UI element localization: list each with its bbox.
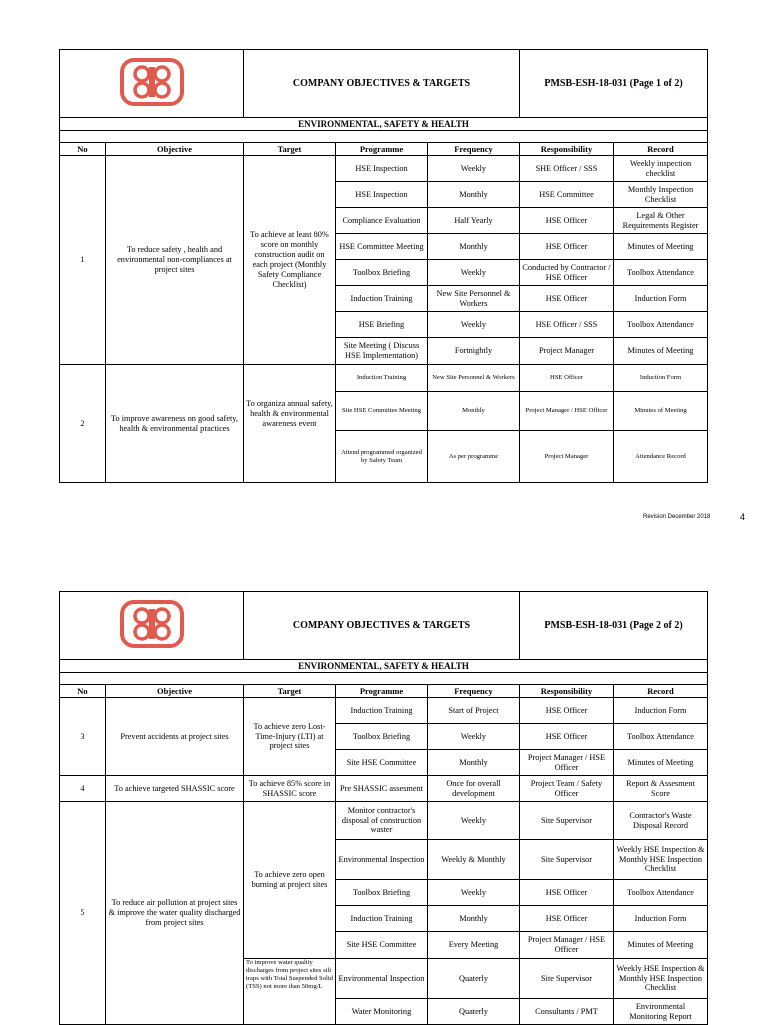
record-cell: Induction Form bbox=[614, 698, 708, 724]
record-cell: Toolbox Attendance bbox=[614, 260, 708, 286]
programme-cell: Monitor contractor's disposal of construction waster bbox=[336, 802, 428, 840]
programme-cell: Induction Training bbox=[336, 698, 428, 724]
blank-row bbox=[60, 673, 708, 685]
responsibility-cell: Project Manager / HSE Officer bbox=[520, 932, 614, 959]
responsibility-cell: Consultants / PMT bbox=[520, 999, 614, 1025]
frequency-cell: Weekly bbox=[428, 880, 520, 906]
company-logo-icon bbox=[119, 57, 185, 107]
col-header-objective: Objective bbox=[106, 685, 244, 698]
frequency-cell: Weekly & Monthly bbox=[428, 840, 520, 880]
logo-cell bbox=[60, 592, 244, 660]
page-number: 4 bbox=[740, 512, 746, 522]
col-header-responsibility: Responsibility bbox=[520, 143, 614, 156]
objective-no: 5 bbox=[60, 802, 106, 1025]
frequency-cell: Monthly bbox=[428, 234, 520, 260]
record-cell: Minutes of Meeting bbox=[614, 234, 708, 260]
frequency-cell: Fortnightly bbox=[428, 338, 520, 365]
section-title: ENVIRONMENTAL, SAFETY & HEALTH bbox=[60, 660, 708, 673]
table-row bbox=[60, 698, 708, 724]
record-cell: Toolbox Attendance bbox=[614, 724, 708, 750]
frequency-cell: Quaterly bbox=[428, 959, 520, 999]
table-row bbox=[60, 802, 708, 840]
target-text: To improve water quality discharges from project sites silt traps with Total Suspended Solid (TSS) not more than 50mg/L bbox=[244, 959, 336, 1025]
responsibility-cell: HSE Committee bbox=[520, 182, 614, 208]
record-cell: Legal & Other Requirements Register bbox=[614, 208, 708, 234]
responsibility-cell: Conducted by Contractor / HSE Officer bbox=[520, 260, 614, 286]
objective-text: Prevent accidents at project sites bbox=[106, 698, 244, 776]
target-text: To achieve at least 80% score on monthly construction audit on each project (Monthly Safety Compliance Checklist) bbox=[244, 156, 336, 365]
responsibility-cell: HSE Officer bbox=[520, 724, 614, 750]
record-cell: Minutes of Meeting bbox=[614, 338, 708, 365]
col-header-no: No bbox=[60, 143, 106, 156]
responsibility-cell: HSE Officer bbox=[520, 880, 614, 906]
programme-cell: HSE Inspection bbox=[336, 182, 428, 208]
target-text: To achieve zero Lost-Time-Injury (LTI) at project sites bbox=[244, 698, 336, 776]
programme-cell: Toolbox Briefing bbox=[336, 880, 428, 906]
col-header-responsibility: Responsibility bbox=[520, 685, 614, 698]
record-cell: Toolbox Attendance bbox=[614, 880, 708, 906]
frequency-cell: Every Meeting bbox=[428, 932, 520, 959]
doc-number: PMSB-ESH-18-031 (Page 2 of 2) bbox=[520, 592, 708, 660]
programme-cell: HSE Briefing bbox=[336, 312, 428, 338]
programme-cell: Induction Training bbox=[336, 906, 428, 932]
column-header-row bbox=[60, 143, 708, 156]
record-cell: Toolbox Attendance bbox=[614, 312, 708, 338]
col-header-frequency: Frequency bbox=[428, 685, 520, 698]
responsibility-cell: Site Supervisor bbox=[520, 840, 614, 880]
objective-no: 3 bbox=[60, 698, 106, 776]
programme-cell: Site HSE Committee Meeting bbox=[336, 392, 428, 431]
programme-cell: Water Monitoring bbox=[336, 999, 428, 1025]
col-header-objective: Objective bbox=[106, 143, 244, 156]
responsibility-cell: HSE Officer bbox=[520, 365, 614, 392]
programme-cell: Induction Training bbox=[336, 286, 428, 312]
frequency-cell: As per programme bbox=[428, 431, 520, 483]
objective-text: To reduce safety , health and environmental non-compliances at project sites bbox=[106, 156, 244, 365]
blank-row bbox=[60, 131, 708, 143]
record-cell: Induction Form bbox=[614, 286, 708, 312]
frequency-cell: Weekly bbox=[428, 312, 520, 338]
frequency-cell: Weekly bbox=[428, 260, 520, 286]
responsibility-cell: Project Team / Safety Officer bbox=[520, 776, 614, 802]
responsibility-cell: SHE Officer / SSS bbox=[520, 156, 614, 182]
programme-cell: Site Meeting ( Discuss HSE Implementation) bbox=[336, 338, 428, 365]
record-cell: Attendance Record bbox=[614, 431, 708, 483]
col-header-target: Target bbox=[244, 143, 336, 156]
frequency-cell: Weekly bbox=[428, 156, 520, 182]
responsibility-cell: Project Manager bbox=[520, 431, 614, 483]
doc-number: PMSB-ESH-18-031 (Page 1 of 2) bbox=[520, 50, 708, 118]
programme-cell: HSE Inspection bbox=[336, 156, 428, 182]
programme-cell: Toolbox Briefing bbox=[336, 724, 428, 750]
responsibility-cell: HSE Officer bbox=[520, 208, 614, 234]
col-header-no: No bbox=[60, 685, 106, 698]
table-row bbox=[60, 776, 708, 802]
responsibility-cell: HSE Officer bbox=[520, 234, 614, 260]
record-cell: Environmental Monitoring Report bbox=[614, 999, 708, 1025]
table-row bbox=[60, 156, 708, 182]
table-row bbox=[60, 365, 708, 392]
programme-cell: Toolbox Briefing bbox=[336, 260, 428, 286]
col-header-target: Target bbox=[244, 685, 336, 698]
record-cell: Minutes of Meeting bbox=[614, 392, 708, 431]
column-header-row bbox=[60, 685, 708, 698]
programme-cell: HSE Committee Meeting bbox=[336, 234, 428, 260]
doc-title: COMPANY OBJECTIVES & TARGETS bbox=[244, 592, 520, 660]
responsibility-cell: Site Supervisor bbox=[520, 802, 614, 840]
programme-cell: Attend programmed organized by Safety Team bbox=[336, 431, 428, 483]
programme-cell: Site HSE Committee bbox=[336, 750, 428, 776]
target-text: To achieve 85% score in SHASSIC score bbox=[244, 776, 336, 802]
objective-text: To reduce air pollution at project sites & improve the water quality discharged from project sites bbox=[106, 802, 244, 1025]
programme-cell: Induction Training bbox=[336, 365, 428, 392]
logo-cell bbox=[60, 50, 244, 118]
responsibility-cell: Project Manager bbox=[520, 338, 614, 365]
page-1 bbox=[59, 49, 707, 483]
responsibility-cell: HSE Officer / SSS bbox=[520, 312, 614, 338]
record-cell: Minutes of Meeting bbox=[614, 932, 708, 959]
responsibility-cell: Project Manager / HSE Officer bbox=[520, 392, 614, 431]
record-cell: Monthly Inspection Checklist bbox=[614, 182, 708, 208]
col-header-record: Record bbox=[614, 143, 708, 156]
frequency-cell: Monthly bbox=[428, 182, 520, 208]
record-cell: Induction Form bbox=[614, 906, 708, 932]
objective-no: 2 bbox=[60, 365, 106, 483]
frequency-cell: New Site Personnel & Workers bbox=[428, 286, 520, 312]
responsibility-cell: Site Supervisor bbox=[520, 959, 614, 999]
col-header-frequency: Frequency bbox=[428, 143, 520, 156]
frequency-cell: Monthly bbox=[428, 906, 520, 932]
programme-cell: Environmental Inspection bbox=[336, 959, 428, 999]
frequency-cell: Monthly bbox=[428, 392, 520, 431]
objective-text: To achieve targeted SHASSIC score bbox=[106, 776, 244, 802]
page-2 bbox=[59, 591, 707, 1025]
frequency-cell: Half Yearly bbox=[428, 208, 520, 234]
programme-cell: Pre SHASSIC assesment bbox=[336, 776, 428, 802]
frequency-cell: Quaterly bbox=[428, 999, 520, 1025]
record-cell: Minutes of Meeting bbox=[614, 750, 708, 776]
record-cell: Induction Form bbox=[614, 365, 708, 392]
company-logo-icon bbox=[119, 599, 185, 649]
responsibility-cell: Project Manager / HSE Officer bbox=[520, 750, 614, 776]
target-text: To organiza annual safety, health & environmental awareness event bbox=[244, 365, 336, 483]
col-header-programme: Programme bbox=[336, 685, 428, 698]
objective-text: To improve awareness on good safety, health & environmental practices bbox=[106, 365, 244, 483]
target-text: To achieve zero open burning at project sites bbox=[244, 802, 336, 959]
responsibility-cell: HSE Officer bbox=[520, 286, 614, 312]
frequency-cell: Start of Project bbox=[428, 698, 520, 724]
record-cell: Report & Assesment Score bbox=[614, 776, 708, 802]
record-cell: Contractor's Waste Disposal Record bbox=[614, 802, 708, 840]
objective-no: 1 bbox=[60, 156, 106, 365]
doc-title: COMPANY OBJECTIVES & TARGETS bbox=[244, 50, 520, 118]
programme-cell: Site HSE Committee bbox=[336, 932, 428, 959]
responsibility-cell: HSE Officer bbox=[520, 698, 614, 724]
objectives-table-page-1 bbox=[59, 49, 708, 483]
frequency-cell: Once for overall development bbox=[428, 776, 520, 802]
record-cell: Weekly inspection checklist bbox=[614, 156, 708, 182]
revision-note: Revision December 2018 bbox=[643, 514, 711, 520]
objectives-table-page-2 bbox=[59, 591, 708, 1025]
col-header-programme: Programme bbox=[336, 143, 428, 156]
programme-cell: Environmental Inspection bbox=[336, 840, 428, 880]
record-cell: Weekly HSE Inspection & Monthly HSE Inspection Checklist bbox=[614, 840, 708, 880]
record-cell: Weekly HSE Inspection & Monthly HSE Inspection Checklist bbox=[614, 959, 708, 999]
frequency-cell: New Site Personnel & Workers bbox=[428, 365, 520, 392]
objective-no: 4 bbox=[60, 776, 106, 802]
section-title: ENVIRONMENTAL, SAFETY & HEALTH bbox=[60, 118, 708, 131]
frequency-cell: Monthly bbox=[428, 750, 520, 776]
frequency-cell: Weekly bbox=[428, 802, 520, 840]
programme-cell: Compliance Evaluation bbox=[336, 208, 428, 234]
col-header-record: Record bbox=[614, 685, 708, 698]
responsibility-cell: HSE Officer bbox=[520, 906, 614, 932]
frequency-cell: Weekly bbox=[428, 724, 520, 750]
